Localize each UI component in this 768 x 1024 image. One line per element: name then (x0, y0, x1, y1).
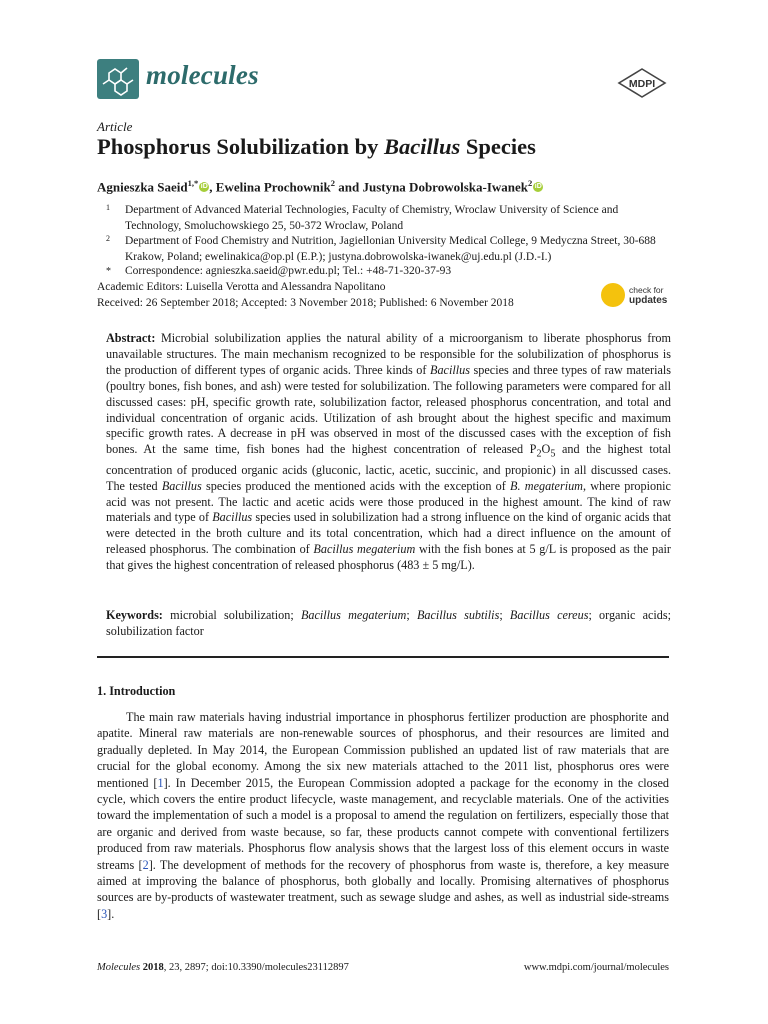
orcid-icon[interactable]: iD (534, 183, 542, 191)
molecules-logo-icon (97, 59, 139, 99)
academic-editors: Academic Editors: Luisella Verotta and Alessandra Napolitano (97, 281, 386, 293)
check-updates-icon (601, 283, 625, 307)
publication-dates: Received: 26 September 2018; Accepted: 3 November 2018; Published: 6 November 2018 (97, 296, 514, 309)
author-list: Agnieszka Saeid$^{1,*}$ iD , Ewelina Prochownik$^2$ and Justyna Dobrowolska-Iwanek$^2$ iD (97, 178, 542, 195)
keywords: Keywords: microbial solubilization; Bacillus megaterium; Bacillus subtilis; Bacillus cereus; organic acids; solubilization factor (106, 608, 671, 638)
introduction-paragraph: The main raw materials having industrial importance in phosphorus fertilizer production are phosphorite and apatite. Mineral raw materials are non-renewable sources of phosphorus, and their resources are limited and gradually depleted. In May 2014, the European Commission published an updated list of raw materials that are crucial for the global economy. Among the six new materials attached to the 2011 list, phosphorus ores were mentioned [1]. In December 2015, the European Commission adopted a package for the economy in the closed cycle, which covers the entire product lifecycle, waste management, and recyclable materials. One of the activities toward the implementation of such a model is a proposal to amend the regulation on fertilizers, especially those that are organic and derived from waste because, so far, these products cannot compete with conventional fertilizers produced from raw materials. Phosphorus flow analysis shows that the largest loss of this element occurs in waste streams [2]. The development of methods for the recovery of phosphorus from waste is, therefore, a key measure aimed at improving the balance of phosphorus, both globally and locally. Promising alternatives of phosphorus sources are by-products of wastewater treatment, such as sewage sludge and ashes, as well as industrial side-streams [3]. (97, 710, 669, 921)
author-name[interactable]: Agnieszka Saeid (97, 179, 188, 195)
footer-url[interactable]: www.mdpi.com/journal/molecules (523, 962, 669, 973)
citation-link[interactable]: 2 (142, 857, 149, 872)
correspondence: * Correspondence: agnieszka.saeid@pwr.edu.pl; Tel.: +48-71-320-37-93 (106, 265, 452, 277)
orcid-icon[interactable]: iD (200, 183, 208, 191)
affiliation-item: 1 Department of Advanced Material Technologies, Faculty of Chemistry, Wroclaw University of Science and Technology, Smoluchowskiego 25, 50-372 Wroclaw, Poland (106, 203, 619, 232)
footer-citation: Molecules 2018, 23, 2897; doi:10.3390/molecules23112897 (97, 962, 349, 973)
check-for-updates-button[interactable]: check for updates (601, 283, 671, 307)
citation-link[interactable]: 3 (101, 906, 108, 921)
section-heading: 1. Introduction (97, 684, 176, 698)
article-type: Article (97, 119, 133, 134)
section-divider (97, 656, 669, 658)
mdpi-logo-icon (616, 68, 668, 98)
publisher-name: MDPI (628, 78, 656, 90)
abstract: Abstract: Microbial solubilization applies the natural ability of a microorganism to liberate phosphorus from unavailable structures. The main mechanism recognized to be responsible for the solubilization of phosphorus is the production of different types of organic acids. Three kinds of Bacillus species and three types of raw materials (poultry bones, fish bones, and ash) were tested for solubilization. The following parameters were compared for all discussed cases: pH, specific growth rate, solubilization factor, released phosphorus concentration, and total and individual concentration of organic acids. Utilization of ash brought about the highest specific and maximum specific growth rates. A decrease in pH was observed in most of the discussed cases with the exception of fish bones. At the same time, fish bones had the highest concentration of released $P_2O_5$ and the highest total concentration of produced organic acids (gluconic, lactic, acetic, succinic, and propionic) in all discussed cases. The tested Bacillus species produced the mentioned acids with the exception of B. megaterium, where propionic acid was not present. The lactic and acetic acids were those produced in the highest amount. The kind of raw materials and type of Bacillus species used in solubilization had a strong influence on the kind of organic acids that were detected in the broth culture and its total concentration, which had a direct influence on the amount of released phosphorus. The combination of Bacillus megaterium with the fish bones at 5 g/L is proposed as the pair that gives the highest concentration of released phosphorus (483 ± 5 mg/L). (106, 331, 671, 573)
editors-and-dates (97, 280, 577, 311)
paper-title: Phosphorus Solubilization by Bacillus Species (97, 134, 536, 159)
citation-link[interactable]: 1 (157, 775, 164, 790)
journal-name: molecules (146, 60, 259, 90)
affiliation-item: 2 Department of Food Chemistry and Nutrition, Jagiellonian University Medical College, 9 Medyczna Street, 30-688 Krakow, Poland; ewelinakica@op.pl (E.P.); justyna.dobrowolska-iwanek@uj.edu.pl (J.D.-I.) (106, 234, 656, 263)
